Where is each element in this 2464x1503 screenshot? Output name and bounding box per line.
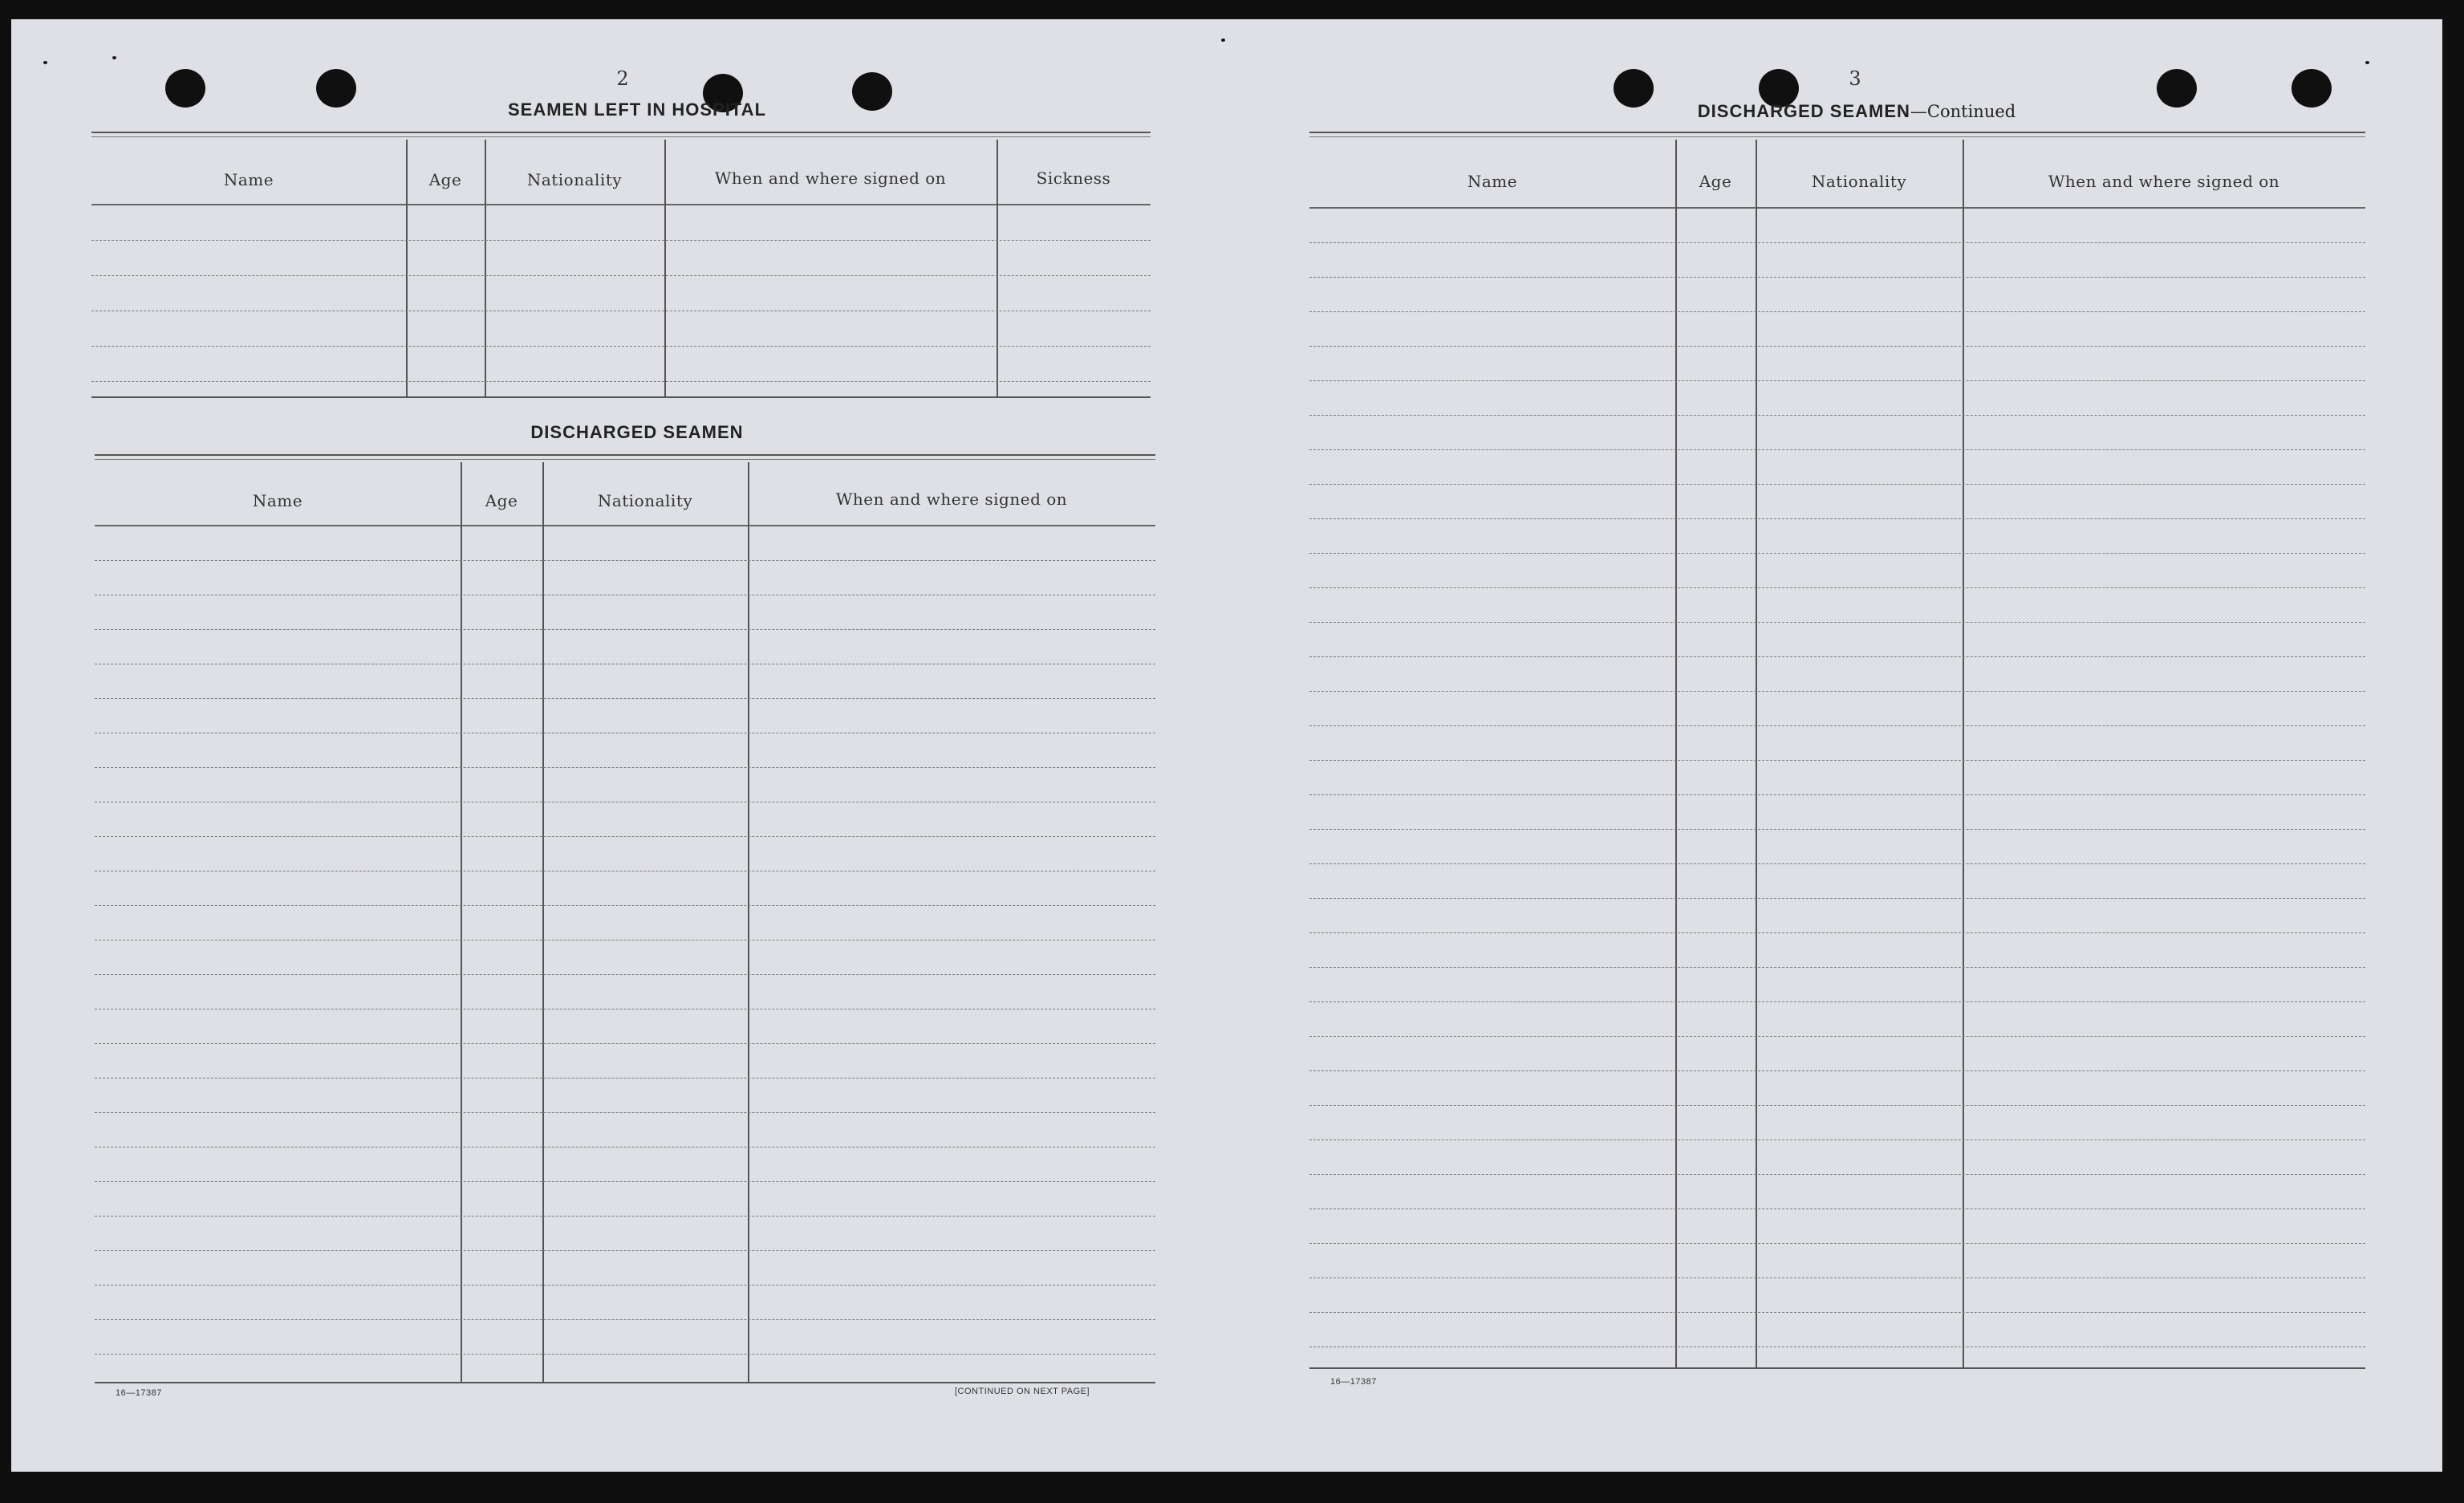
column-header: Age	[1699, 172, 1732, 191]
bottom-rule	[91, 396, 1151, 398]
table-row	[95, 1216, 1155, 1217]
hospital-table	[91, 132, 1151, 420]
table-row	[1309, 518, 2365, 519]
table-row	[1309, 1070, 2365, 1071]
discharged-section-title: DISCHARGED SEAMEN	[530, 422, 744, 442]
column-divider	[997, 140, 998, 396]
punch-hole	[165, 69, 205, 108]
header-rule	[91, 204, 1151, 205]
column-divider	[485, 140, 486, 396]
table-row	[1309, 484, 2365, 485]
discharged-continued-title-main: DISCHARGED SEAMEN	[1697, 101, 1910, 121]
page-number-right: 3	[1849, 67, 1861, 90]
column-divider	[461, 462, 462, 1382]
column-divider	[406, 140, 408, 396]
double-rule	[1309, 132, 2365, 133]
column-divider	[1675, 140, 1677, 1367]
column-divider	[748, 462, 749, 1382]
form-number-left: 16—17387	[116, 1388, 162, 1398]
speck	[2365, 61, 2369, 64]
table-row	[1309, 1208, 2365, 1209]
table-row	[1309, 380, 2365, 381]
header-rule	[1309, 207, 2365, 209]
table-row	[95, 1285, 1155, 1286]
speck	[43, 61, 47, 64]
punch-hole	[2291, 69, 2332, 108]
column-header: Name	[223, 170, 274, 189]
table-row	[1309, 587, 2365, 588]
table-row	[1309, 415, 2365, 416]
column-header: Name	[252, 491, 303, 510]
column-header: When and where signed on	[714, 169, 947, 188]
table-row	[1309, 967, 2365, 968]
table-row	[95, 905, 1155, 906]
double-rule	[91, 132, 1151, 133]
punch-hole	[2157, 69, 2197, 108]
table-row	[1309, 656, 2365, 657]
table-row	[91, 275, 1151, 276]
speck	[112, 56, 116, 59]
hospital-section-title: SEAMEN LEFT IN HOSPITAL	[507, 100, 767, 120]
column-header: Name	[1467, 172, 1518, 191]
table-row	[95, 629, 1155, 630]
table-row	[91, 381, 1151, 382]
table-row	[1309, 691, 2365, 692]
table-row	[91, 346, 1151, 347]
table-row	[1309, 1243, 2365, 1244]
table-row	[1309, 829, 2365, 830]
table-row	[95, 1078, 1155, 1079]
document-sheet	[11, 19, 2442, 1472]
table-row	[1309, 346, 2365, 347]
discharged-continued-title	[1616, 101, 2097, 122]
table-row	[95, 836, 1155, 837]
table-row	[95, 1319, 1155, 1320]
double-rule	[95, 459, 1155, 460]
table-row	[1309, 242, 2365, 243]
table-row	[1309, 622, 2365, 623]
column-header: Nationality	[597, 491, 693, 510]
continued-note: [CONTINUED ON NEXT PAGE]	[955, 1387, 1090, 1396]
form-number-right: 16—17387	[1330, 1377, 1377, 1387]
column-header: Nationality	[1811, 172, 1907, 191]
table-row	[95, 974, 1155, 975]
table-row	[91, 240, 1151, 241]
column-header: Age	[428, 170, 462, 189]
table-row	[1309, 863, 2365, 864]
column-divider	[1963, 140, 1964, 1367]
table-row	[1309, 898, 2365, 899]
punch-hole	[316, 69, 356, 108]
table-row	[95, 1181, 1155, 1182]
table-row	[95, 1250, 1155, 1251]
table-row	[1309, 760, 2365, 761]
bottom-rule	[1309, 1367, 2365, 1369]
table-row	[1309, 1312, 2365, 1313]
continued-suffix: —Continued	[1910, 102, 2016, 121]
column-header: Nationality	[526, 170, 623, 189]
column-header: Sickness	[1036, 169, 1111, 188]
column-header: When and where signed on	[2048, 172, 2280, 191]
page-number-left: 2	[616, 67, 629, 90]
table-row	[1309, 449, 2365, 450]
discharged-table-left	[95, 454, 1155, 1401]
double-rule	[95, 454, 1155, 456]
table-row	[1309, 1001, 2365, 1002]
table-row	[95, 767, 1155, 768]
column-header: Age	[485, 491, 518, 510]
table-row	[95, 1112, 1155, 1113]
speck	[1221, 39, 1225, 42]
double-rule	[1309, 136, 2365, 137]
table-row	[95, 1354, 1155, 1355]
column-divider	[664, 140, 666, 396]
table-row	[1309, 553, 2365, 554]
table-row	[1309, 725, 2365, 726]
table-row	[1309, 1139, 2365, 1140]
column-header: When and where signed on	[835, 489, 1068, 509]
table-row	[1309, 794, 2365, 795]
header-rule	[95, 525, 1155, 526]
column-divider	[542, 462, 544, 1382]
double-rule	[91, 136, 1151, 137]
table-row	[1309, 1105, 2365, 1106]
table-row	[95, 1147, 1155, 1148]
table-row	[1309, 311, 2365, 312]
table-row	[95, 698, 1155, 699]
bottom-rule	[95, 1382, 1155, 1383]
table-row	[1309, 277, 2365, 278]
discharged-table-right	[1309, 132, 2365, 1383]
table-row	[95, 560, 1155, 561]
table-row	[1309, 1174, 2365, 1175]
table-row	[1309, 1036, 2365, 1037]
table-row	[95, 1043, 1155, 1044]
table-row	[1309, 932, 2365, 933]
column-divider	[1756, 140, 1757, 1367]
